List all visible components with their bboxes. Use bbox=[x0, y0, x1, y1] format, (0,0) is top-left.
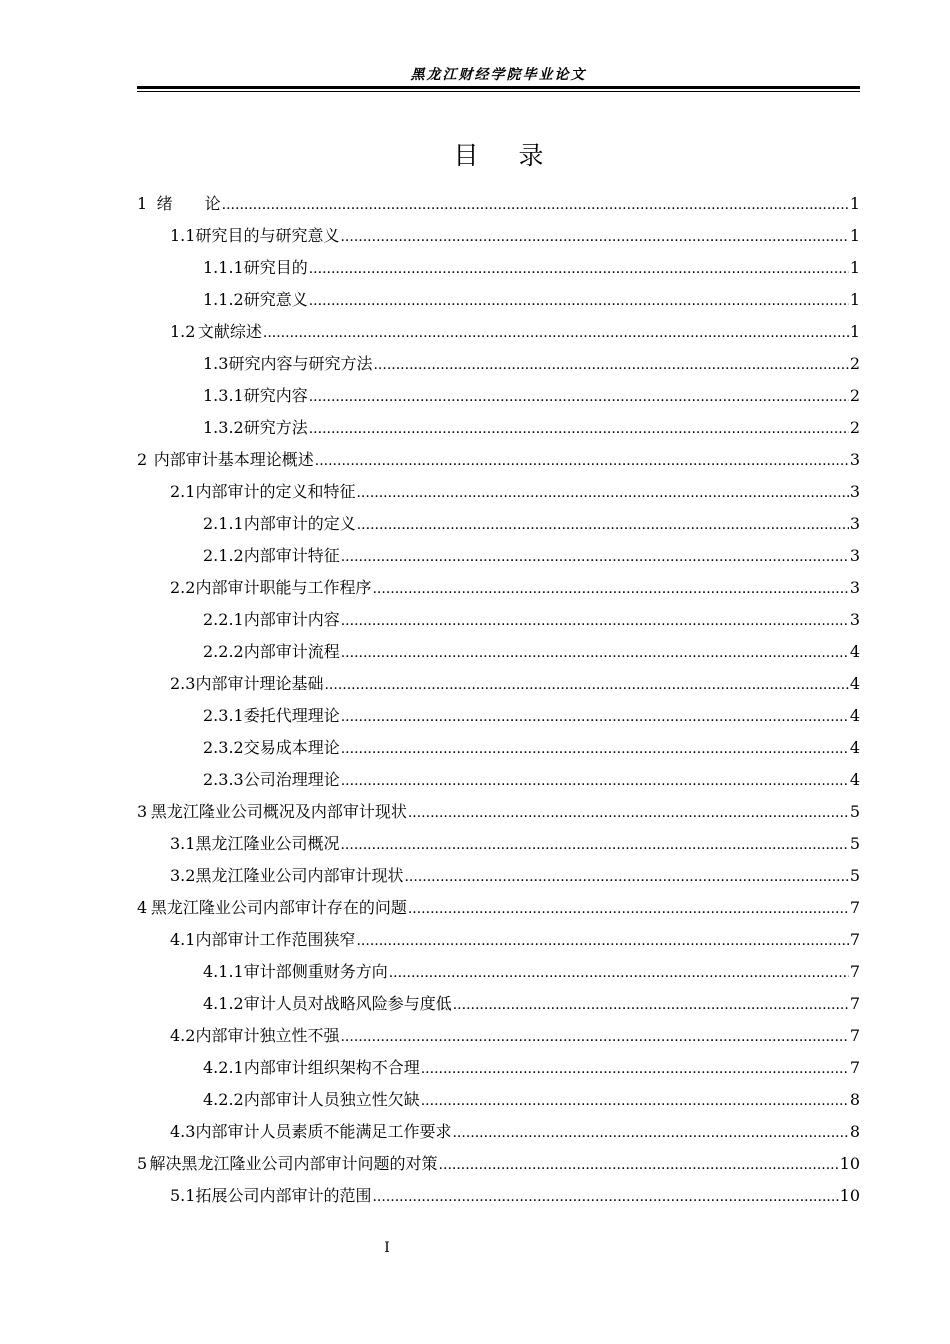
toc-entry[interactable] bbox=[137, 668, 860, 700]
toc-leader-dots bbox=[340, 221, 848, 253]
toc-entry-page: 1 bbox=[849, 290, 860, 309]
toc-entry[interactable] bbox=[137, 732, 860, 764]
toc-entry-number: 4.1.2 bbox=[203, 994, 244, 1013]
toc-leader-dots bbox=[222, 189, 849, 221]
footer-page-number: I bbox=[384, 1240, 390, 1256]
toc-entry-label: 内部审计内容 bbox=[243, 610, 340, 629]
toc-leader-dots bbox=[373, 349, 848, 381]
toc-entry-label: 研究目的 bbox=[243, 258, 308, 277]
toc-entry[interactable] bbox=[137, 892, 860, 924]
toc-entry-page: 2 bbox=[849, 386, 860, 405]
toc-entry-label: 内部审计的定义和特征 bbox=[195, 482, 356, 501]
toc-entry-page: 10 bbox=[839, 1186, 860, 1205]
toc-entry-label: 委托代理理论 bbox=[243, 706, 340, 725]
toc-entry-label: 公司治理理论 bbox=[243, 770, 340, 789]
toc-entry-page: 7 bbox=[849, 1026, 860, 1045]
toc-entry[interactable] bbox=[137, 956, 860, 988]
toc-entry-page: 3 bbox=[849, 482, 860, 501]
toc-entry[interactable] bbox=[137, 988, 860, 1020]
toc-entry-label: 审计人员对战略风险参与度低 bbox=[243, 994, 452, 1013]
toc-leader-dots bbox=[340, 1021, 848, 1053]
toc-entry-number: 4.3 bbox=[170, 1122, 196, 1141]
toc-leader-dots bbox=[404, 861, 848, 893]
toc-leader-dots bbox=[356, 925, 848, 957]
toc-leader-dots bbox=[263, 317, 849, 349]
toc-entry-number: 2.3.2 bbox=[203, 738, 244, 757]
toc-entry-page: 4 bbox=[849, 674, 860, 693]
toc-entry[interactable] bbox=[137, 412, 860, 444]
toc-entry-number: 4.1.1 bbox=[203, 962, 244, 981]
toc-leader-dots bbox=[453, 989, 849, 1021]
toc-entry-page: 1 bbox=[849, 258, 860, 277]
toc-entry-page: 3 bbox=[849, 578, 860, 597]
toc-leader-dots bbox=[341, 637, 849, 669]
toc-leader-dots bbox=[315, 445, 849, 477]
toc-entry-page: 8 bbox=[849, 1090, 860, 1109]
toc-entry[interactable] bbox=[137, 284, 860, 316]
toc-entry-label: 拓展公司内部审计的范围 bbox=[195, 1186, 372, 1205]
toc-entry[interactable] bbox=[137, 348, 860, 380]
toc-entry-number: 2.3.1 bbox=[203, 706, 244, 725]
toc-leader-dots bbox=[408, 893, 849, 925]
toc-entry[interactable] bbox=[137, 1148, 860, 1180]
toc-entry[interactable] bbox=[137, 444, 860, 476]
toc-entry-label: 内部审计流程 bbox=[243, 642, 340, 661]
toc-entry-number: 1.1 bbox=[170, 226, 196, 245]
toc-entry-number: 2.3 bbox=[170, 674, 196, 693]
toc-entry[interactable] bbox=[137, 860, 860, 892]
toc-entry-label: 内部审计组织架构不合理 bbox=[243, 1058, 420, 1077]
toc-entry-page: 5 bbox=[849, 802, 860, 821]
toc-entry-label: 研究内容 bbox=[243, 386, 308, 405]
toc-entry[interactable] bbox=[137, 828, 860, 860]
toc-entry-number: 4.2 bbox=[170, 1026, 196, 1045]
header-rule-thin bbox=[137, 91, 860, 92]
toc-entry-number: 1.1.2 bbox=[203, 290, 244, 309]
toc-entry[interactable] bbox=[137, 1052, 860, 1084]
toc-entry[interactable] bbox=[137, 1020, 860, 1052]
toc-leader-dots bbox=[439, 1149, 839, 1181]
toc-entry-page: 2 bbox=[849, 418, 860, 437]
toc-entry-number: 5.1 bbox=[170, 1186, 196, 1205]
toc-entry-page: 7 bbox=[849, 962, 860, 981]
toc-entry-label: 研究意义 bbox=[243, 290, 308, 309]
toc-entry-number: 4.2.2 bbox=[203, 1090, 244, 1109]
toc-title: 目录 bbox=[453, 141, 584, 170]
toc-entry[interactable] bbox=[137, 220, 860, 252]
toc-entry-number: 4.1 bbox=[170, 930, 196, 949]
toc-entry-page: 1 bbox=[849, 226, 860, 245]
toc-entry-number: 3.1 bbox=[170, 834, 196, 853]
toc-entry-label: 黑龙江隆业公司概况及内部审计现状 bbox=[150, 802, 407, 821]
toc-leader-dots bbox=[389, 957, 849, 989]
toc-leader-dots bbox=[357, 509, 849, 541]
toc-entry-page: 4 bbox=[849, 706, 860, 725]
toc-entry-page: 5 bbox=[849, 834, 860, 853]
toc-entry-page: 7 bbox=[849, 994, 860, 1013]
toc-entry[interactable] bbox=[137, 188, 860, 220]
toc-entry-label: 内部审计独立性不强 bbox=[195, 1026, 340, 1045]
toc-entry[interactable] bbox=[137, 1180, 860, 1212]
toc-entry-number: 2.2 bbox=[170, 578, 196, 597]
toc-entry-number: 2.2.2 bbox=[203, 642, 244, 661]
toc-entry-label: 内部审计的定义 bbox=[243, 514, 356, 533]
toc-leader-dots bbox=[340, 829, 848, 861]
toc-leader-dots bbox=[421, 1085, 849, 1117]
toc-leader-dots bbox=[309, 381, 849, 413]
toc-entry-number: 1.3.2 bbox=[203, 418, 244, 437]
toc-entry-label: 交易成本理论 bbox=[243, 738, 340, 757]
toc-entry-label: 研究内容与研究方法 bbox=[228, 354, 373, 373]
toc-leader-dots bbox=[372, 1181, 838, 1213]
toc-entry-label: 审计部侧重财务方向 bbox=[243, 962, 388, 981]
toc-entry-page: 4 bbox=[849, 642, 860, 661]
toc-entry[interactable] bbox=[137, 1116, 860, 1148]
toc-entry[interactable] bbox=[137, 636, 860, 668]
toc-entry-number: 2.3.3 bbox=[203, 770, 244, 789]
toc-entry-label: 内部审计工作范围狭窄 bbox=[195, 930, 356, 949]
toc-entry[interactable] bbox=[137, 476, 860, 508]
toc-entry-label: 内部审计特征 bbox=[243, 546, 340, 565]
toc-leader-dots bbox=[356, 477, 848, 509]
toc-entry-number: 4 bbox=[137, 898, 148, 917]
toc-entry[interactable] bbox=[137, 572, 860, 604]
toc-leader-dots bbox=[309, 285, 849, 317]
toc-entry-number: 1.3.1 bbox=[203, 386, 244, 405]
toc-entry-number: 1.2 bbox=[170, 322, 196, 341]
toc-leader-dots bbox=[324, 669, 848, 701]
header-rule-thick bbox=[137, 86, 860, 89]
toc-entry[interactable] bbox=[137, 796, 860, 828]
toc-entry-label: 内部审计理论基础 bbox=[195, 674, 324, 693]
toc-leader-dots bbox=[372, 573, 848, 605]
toc-entry-number: 2.1 bbox=[170, 482, 196, 501]
toc-entry[interactable] bbox=[137, 604, 860, 636]
toc-entry-label: 内部审计人员独立性欠缺 bbox=[243, 1090, 420, 1109]
toc-entry-page: 10 bbox=[839, 1154, 860, 1173]
toc-entry-page: 3 bbox=[849, 610, 860, 629]
toc-entry[interactable] bbox=[137, 924, 860, 956]
toc-entry-page: 5 bbox=[849, 866, 860, 885]
toc-entry-page: 7 bbox=[849, 898, 860, 917]
toc-entry-page: 1 bbox=[849, 194, 860, 213]
document-header-title: 黑龙江财经学院毕业论文 bbox=[410, 67, 587, 83]
toc-entry[interactable] bbox=[137, 700, 860, 732]
toc-entry-page: 8 bbox=[849, 1122, 860, 1141]
toc-entry-number: 2.1.2 bbox=[203, 546, 244, 565]
toc-leader-dots bbox=[408, 797, 849, 829]
toc-entry-page: 7 bbox=[849, 1058, 860, 1077]
toc-entry[interactable] bbox=[137, 316, 860, 348]
toc-entry-label: 解决黑龙江隆业公司内部审计问题的对策 bbox=[149, 1154, 438, 1173]
toc-entry-label: 内部审计基本理论概述 bbox=[153, 450, 314, 469]
toc-entry-page: 7 bbox=[849, 930, 860, 949]
toc-leader-dots bbox=[421, 1053, 849, 1085]
toc-entry-page: 2 bbox=[849, 354, 860, 373]
toc-entry-page: 3 bbox=[849, 546, 860, 565]
toc-entry-number: 3.2 bbox=[170, 866, 196, 885]
toc-entry-page: 1 bbox=[849, 322, 860, 341]
toc-entry-label: 黑龙江隆业公司内部审计存在的问题 bbox=[150, 898, 407, 917]
toc-entry[interactable] bbox=[137, 1084, 860, 1116]
toc-entry-label: 绪 论 bbox=[156, 194, 221, 213]
toc-leader-dots bbox=[341, 733, 849, 765]
toc-entry[interactable] bbox=[137, 540, 860, 572]
toc-leader-dots bbox=[341, 541, 849, 573]
toc-leader-dots bbox=[309, 253, 849, 285]
toc-leader-dots bbox=[341, 701, 849, 733]
toc-entry-page: 4 bbox=[849, 738, 860, 757]
toc-entry-number: 2.1.1 bbox=[203, 514, 244, 533]
toc-entry[interactable] bbox=[137, 252, 860, 284]
toc-leader-dots bbox=[341, 765, 849, 797]
toc-entry-label: 内部审计职能与工作程序 bbox=[195, 578, 372, 597]
toc-leader-dots bbox=[452, 1117, 848, 1149]
toc-entry-label: 内部审计人员素质不能满足工作要求 bbox=[195, 1122, 452, 1141]
toc-entry-label: 研究方法 bbox=[243, 418, 308, 437]
toc-entry-label: 研究目的与研究意义 bbox=[195, 226, 340, 245]
toc-entry-label: 文献综述 bbox=[197, 322, 262, 341]
toc-entry-number: 5 bbox=[137, 1154, 148, 1173]
toc-entry[interactable] bbox=[137, 508, 860, 540]
toc-entry-number: 4.2.1 bbox=[203, 1058, 244, 1077]
toc-entry-label: 黑龙江隆业公司内部审计现状 bbox=[195, 866, 404, 885]
table-of-contents bbox=[137, 188, 860, 1212]
toc-leader-dots bbox=[309, 413, 849, 445]
toc-entry-number: 1.1.1 bbox=[203, 258, 244, 277]
toc-entry[interactable] bbox=[137, 764, 860, 796]
toc-entry-page: 3 bbox=[849, 450, 860, 469]
toc-entry-number: 2 bbox=[137, 450, 148, 469]
toc-entry-number: 3 bbox=[137, 802, 148, 821]
toc-entry-page: 4 bbox=[849, 770, 860, 789]
toc-entry[interactable] bbox=[137, 380, 860, 412]
toc-entry-label: 黑龙江隆业公司概况 bbox=[195, 834, 340, 853]
toc-entry-number: 1.3 bbox=[203, 354, 229, 373]
toc-entry-number: 1 bbox=[137, 194, 148, 213]
toc-entry-number: 2.2.1 bbox=[203, 610, 244, 629]
toc-leader-dots bbox=[341, 605, 849, 637]
toc-entry-page: 3 bbox=[849, 514, 860, 533]
